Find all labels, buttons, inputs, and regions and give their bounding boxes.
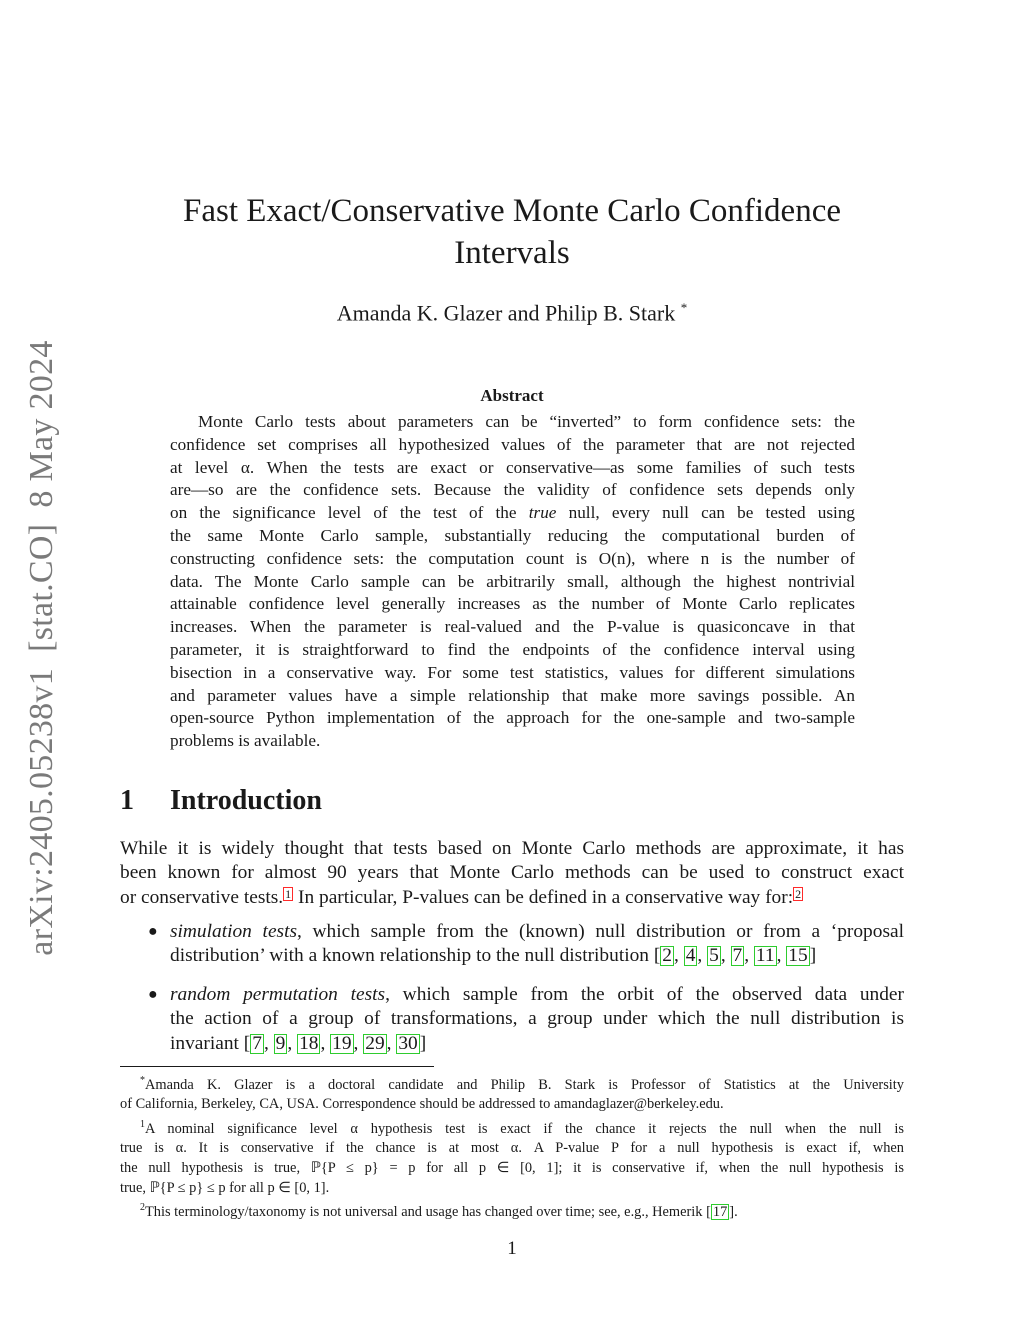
footnotes bbox=[120, 1071, 904, 1223]
title-line-2: Intervals bbox=[454, 235, 570, 271]
intro-line: been known for almost 90 years that Monte Carlo methods can be used to construct exact bbox=[120, 862, 904, 884]
section-heading bbox=[120, 785, 322, 817]
intro-line: or conservative tests. 1 In particular, P-values can be defined in a conservative way for: 2 bbox=[120, 886, 802, 908]
abstract-line: at level α. When the tests are exact or conservative—as some families of such tests bbox=[170, 457, 855, 477]
abstract-line: on the significance level of the test of the true null, every null can be tested using bbox=[170, 503, 856, 523]
footnote-1-ref[interactable]: 1 bbox=[285, 886, 292, 901]
author-footnote-mark[interactable]: * bbox=[680, 300, 688, 315]
bullet-icon: ● bbox=[148, 986, 158, 1003]
list-item-line: the action of a group of transformations, a group under which the null distribution is bbox=[170, 1008, 904, 1030]
abstract-line: and parameter values have a simple relationship that make more savings possible. An bbox=[170, 685, 855, 705]
abstract-heading: Abstract bbox=[480, 386, 544, 405]
abstract-line: are—so are the confidence sets. Because the validity of confidence sets depends only bbox=[170, 480, 855, 500]
citation-link[interactable]: 7 bbox=[732, 945, 743, 967]
citation-link[interactable]: 7 bbox=[252, 1032, 262, 1054]
arxiv-identifier[interactable] bbox=[23, 340, 61, 955]
section-title: Introduction bbox=[170, 785, 322, 816]
footnote-line: $^2$This terminology/taxonomy is not universal and usage has changed over time; see, e.g., Hemerik [ 17 ]. bbox=[140, 1202, 738, 1220]
citation-link[interactable]: 30 bbox=[398, 1032, 418, 1054]
footnote-line: the null hypothesis is true, ℙ{P ≤ p} = p for all p ∈ [0, 1]; it is conservative if, when the null hypothesis is bbox=[120, 1159, 904, 1176]
list-item bbox=[148, 920, 904, 969]
abstract-line: parameter, it is straightforward to find the endpoints of the confidence interval using bbox=[170, 639, 855, 659]
citation-link[interactable]: 17 bbox=[712, 1203, 728, 1220]
abstract-line: Monte Carlo tests about parameters can be “inverted” to form confidence sets: the bbox=[198, 412, 855, 431]
abstract-line: data. The Monte Carlo sample can be arbitrarily small, although the highest nontrivial bbox=[170, 571, 855, 591]
abstract-line: constructing confidence sets: the computation count is O(n), where n is the number of bbox=[170, 548, 855, 568]
citation-link[interactable]: 19 bbox=[332, 1032, 352, 1054]
arxiv-category: [stat.CO] bbox=[23, 523, 60, 652]
footnote-divider bbox=[120, 1066, 434, 1067]
arxiv-date: 8 May 2024 bbox=[23, 340, 60, 508]
abstract-body bbox=[170, 411, 855, 753]
arxiv-id: arXiv:2405.05238v1 bbox=[23, 667, 60, 956]
intro-paragraph bbox=[120, 837, 904, 910]
citation-link[interactable]: 18 bbox=[299, 1032, 319, 1054]
intro-line: While it is widely thought that tests based on Monte Carlo methods are approximate, it has bbox=[120, 838, 904, 859]
bullet-icon: ● bbox=[148, 923, 158, 940]
abstract-line: attainable confidence level generally increases as the number of Monte Carlo replicates bbox=[170, 594, 855, 614]
paper-title bbox=[120, 190, 904, 274]
citation-link[interactable]: 11 bbox=[755, 945, 775, 967]
footnote-line: true is α. It is conservative if the chance is at most α. A P-value P for a null hypothesis is exact if, when bbox=[120, 1140, 904, 1157]
footnote-line: of California, Berkeley, CA, USA. Correspondence should be addressed to amandaglazer@berkeley.edu. bbox=[120, 1096, 724, 1113]
footnote-line: *Amanda K. Glazer is a doctoral candidate and Philip B. Stark is Professor of Statistics at the University bbox=[140, 1075, 904, 1093]
citation-link[interactable]: 2 bbox=[662, 945, 672, 967]
footnote-line: true, ℙ{P ≤ p} ≤ p for all p ∈ [0, 1]. bbox=[120, 1179, 330, 1196]
citation-link[interactable]: 15 bbox=[788, 945, 808, 967]
abstract-line: open-source Python implementation of the approach for the one-sample and two-sample bbox=[170, 708, 855, 728]
citation-link[interactable]: 5 bbox=[709, 945, 719, 967]
list-item bbox=[148, 983, 904, 1056]
abstract-line: confidence set comprises all hypothesized values of the parameter that are not rejected bbox=[170, 434, 855, 454]
page-number: 1 bbox=[507, 1238, 517, 1259]
citation-link[interactable]: 9 bbox=[275, 1032, 286, 1054]
list-item-line: invariant [ 7 , 9 , 18 , 19 , 29 , 30 ] bbox=[170, 1032, 427, 1054]
authors bbox=[120, 300, 904, 326]
abstract-line: the same Monte Carlo sample, substantially reducing the computational burden of bbox=[170, 525, 855, 545]
author-names: Amanda K. Glazer and Philip B. Stark bbox=[336, 300, 676, 326]
list-item-line: random permutation tests, which sample from the orbit of the observed data under bbox=[170, 984, 904, 1005]
abstract-line: problems is available. bbox=[170, 731, 321, 751]
section-number: 1 bbox=[120, 785, 134, 816]
abstract-line: bisection in a conservative way. For some test statistics, values for different simulations bbox=[170, 662, 855, 682]
citation-link[interactable]: 4 bbox=[685, 945, 696, 967]
abstract-line: increases. When the parameter is real-valued and the P-value is quasiconcave in that bbox=[170, 617, 855, 637]
footnote-line: $^1$A nominal significance level α hypothesis test is exact if the chance it rejects the null when the null is bbox=[140, 1118, 904, 1137]
list-item-line: distribution’ with a known relationship to the null distribution [ 2 , 4 , 5 , 7 , 11 , 15 ] bbox=[170, 945, 817, 967]
citation-link[interactable]: 29 bbox=[365, 1032, 385, 1054]
list-item-line: simulation tests, which sample from the (known) null distribution or from a ‘proposal bbox=[170, 921, 904, 942]
footnote-2-ref[interactable]: 2 bbox=[795, 886, 802, 901]
title-line-1: Fast Exact/Conservative Monte Carlo Confidence bbox=[182, 193, 841, 229]
